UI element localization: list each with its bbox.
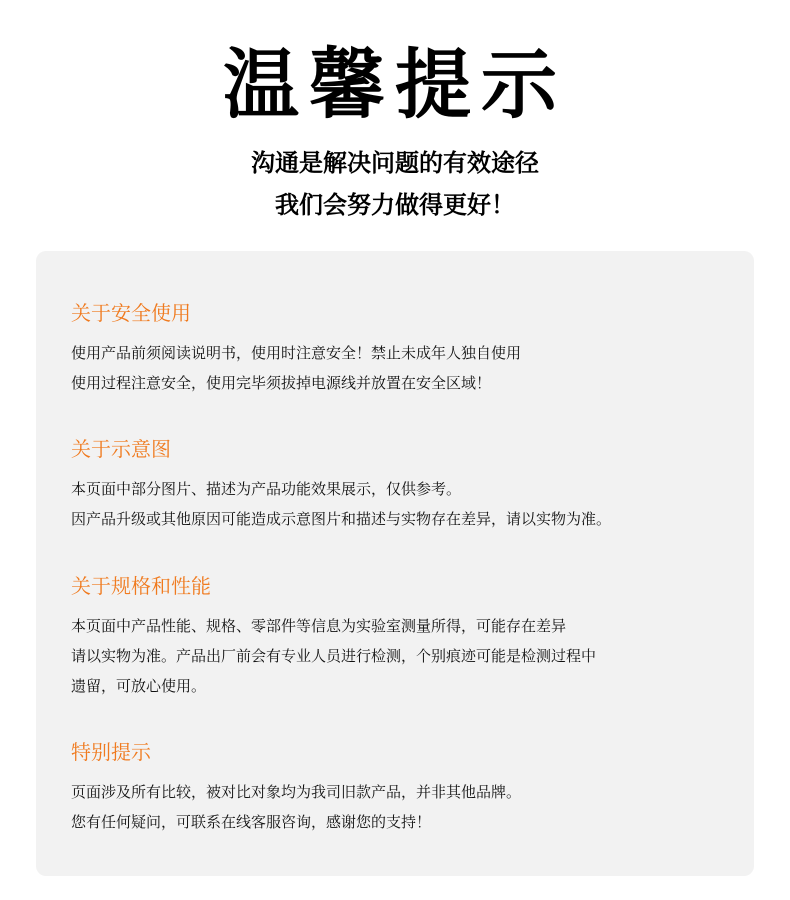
section-line: 页面涉及所有比较，被对比对象均为我司旧款产品，并非其他品牌。: [71, 783, 522, 801]
section-body: [71, 611, 751, 701]
section-line: 因产品升级或其他原因可能造成示意图片和描述与实物存在差异，请以实物为准。: [71, 510, 612, 528]
section-line: 使用产品前须阅读说明书，使用时注意安全！禁止未成年人独自使用: [71, 344, 522, 362]
section-title: 关于规格和性能: [71, 574, 211, 598]
section-line: 请以实物为准。产品出厂前会有专业人员进行检测，个别痕迹可能是检测过程中: [71, 647, 597, 665]
section-title: 特别提示: [71, 740, 151, 764]
section-safety: [71, 300, 751, 398]
section-body: [71, 338, 751, 398]
section-illustration: [71, 436, 751, 534]
page-title: 温馨提示: [223, 40, 567, 129]
section-title: 关于安全使用: [71, 301, 191, 325]
section-title: 关于示意图: [71, 437, 171, 461]
notice-card: [36, 251, 754, 876]
section-body: [71, 777, 751, 837]
section-specs: [71, 573, 751, 701]
section-body: [71, 474, 751, 534]
subtitle-line-1: 沟通是解决问题的有效途径: [251, 149, 539, 177]
section-line: 您有任何疑问，可联系在线客服咨询，感谢您的支持！: [71, 813, 432, 831]
section-line: 本页面中部分图片、描述为产品功能效果展示，仅供参考。: [71, 480, 462, 498]
subtitle-line-2: 我们会努力做得更好！: [275, 191, 515, 219]
section-special-notice: [71, 739, 751, 837]
section-line: 遗留，可放心使用。: [71, 677, 207, 695]
section-line: 本页面中产品性能、规格、零部件等信息为实验室测量所得，可能存在差异: [71, 617, 567, 635]
section-line: 使用过程注意安全，使用完毕须拔掉电源线并放置在安全区域！: [71, 374, 492, 392]
